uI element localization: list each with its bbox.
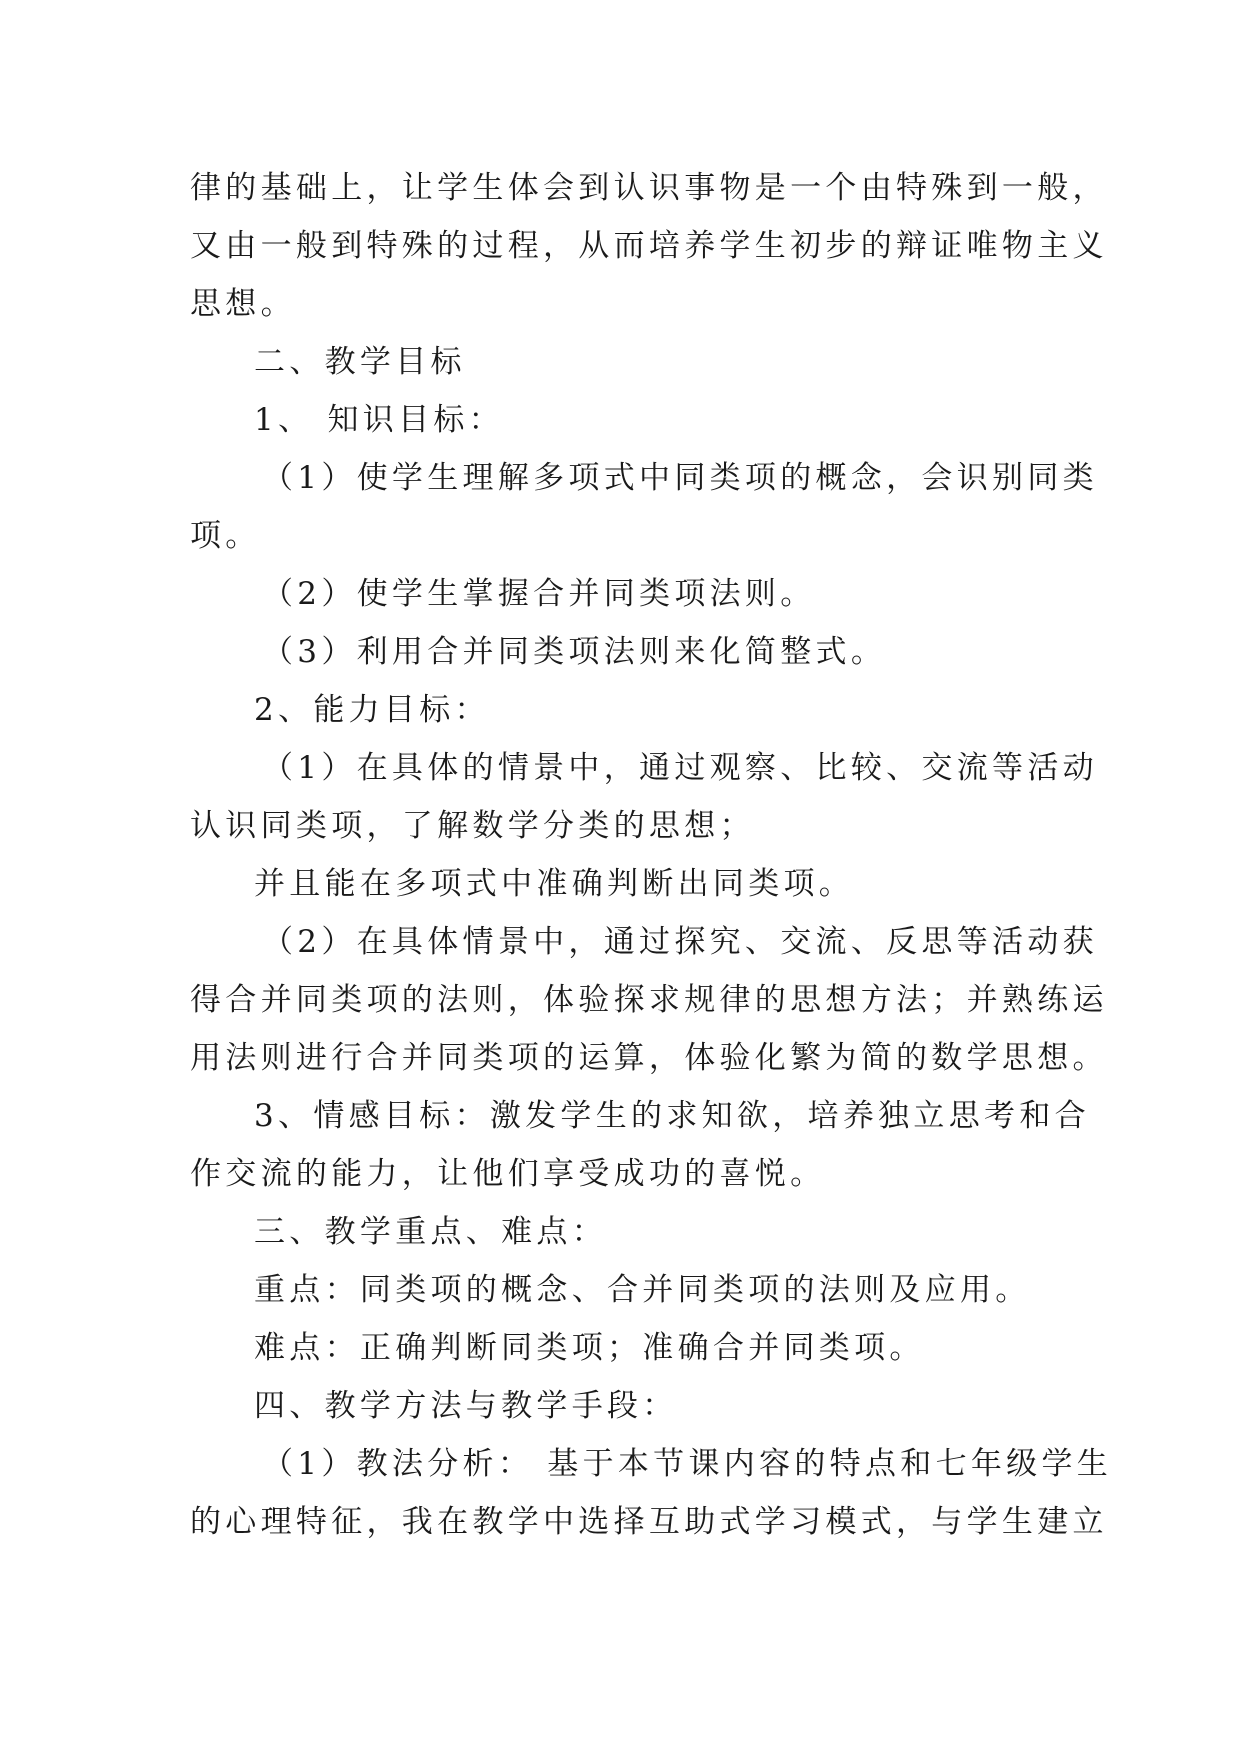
body-text-line: 难点：正确判断同类项；准确合并同类项。 [254,1330,925,1366]
body-text-line: 的心理特征，我在教学中选择互助式学习模式，与学生建立 [190,1504,1108,1540]
body-text-line: 思想。 [190,286,296,322]
body-text-line: 律的基础上，让学生体会到认识事物是一个由特殊到一般， [190,170,1108,206]
body-text-line: 项。 [190,518,261,554]
body-text-line: 用法则进行合并同类项的运算，体验化繁为简的数学思想。 [190,1040,1108,1076]
list-item: （3）利用合并同类项法则来化简整式。 [262,634,887,670]
list-item: （1）使学生理解多项式中同类项的概念，会识别同类 [262,460,1098,496]
list-item: （1）在具体的情景中，通过观察、比较、交流等活动 [262,750,1098,786]
list-item: （2）在具体情景中，通过探究、交流、反思等活动获 [262,924,1098,960]
section-heading: 四、教学方法与教学手段： [254,1388,678,1424]
subsection-heading: 2、能力目标： [254,692,490,728]
body-text-line: 又由一般到特殊的过程，从而培养学生初步的辩证唯物主义 [190,228,1108,264]
body-text-line: 作交流的能力，让他们享受成功的喜悦。 [190,1156,826,1192]
body-text-line: 并且能在多项式中准确判断出同类项。 [254,866,855,902]
subsection-heading: 1、 知识目标： [254,402,504,438]
subsection-heading: 3、情感目标：激发学生的求知欲，培养独立思考和合 [254,1098,1090,1134]
section-heading: 二、教学目标 [254,344,466,380]
body-text-line: 重点：同类项的概念、合并同类项的法则及应用。 [254,1272,1031,1308]
list-item: （2）使学生掌握合并同类项法则。 [262,576,816,612]
body-text-line: 认识同类项，了解数学分类的思想； [190,808,755,844]
section-heading: 三、教学重点、难点： [254,1214,607,1250]
body-text-line: 得合并同类项的法则，体验探求规律的思想方法；并熟练运 [190,982,1108,1018]
list-item: （1）教法分析： 基于本节课内容的特点和七年级学生 [262,1446,1113,1482]
